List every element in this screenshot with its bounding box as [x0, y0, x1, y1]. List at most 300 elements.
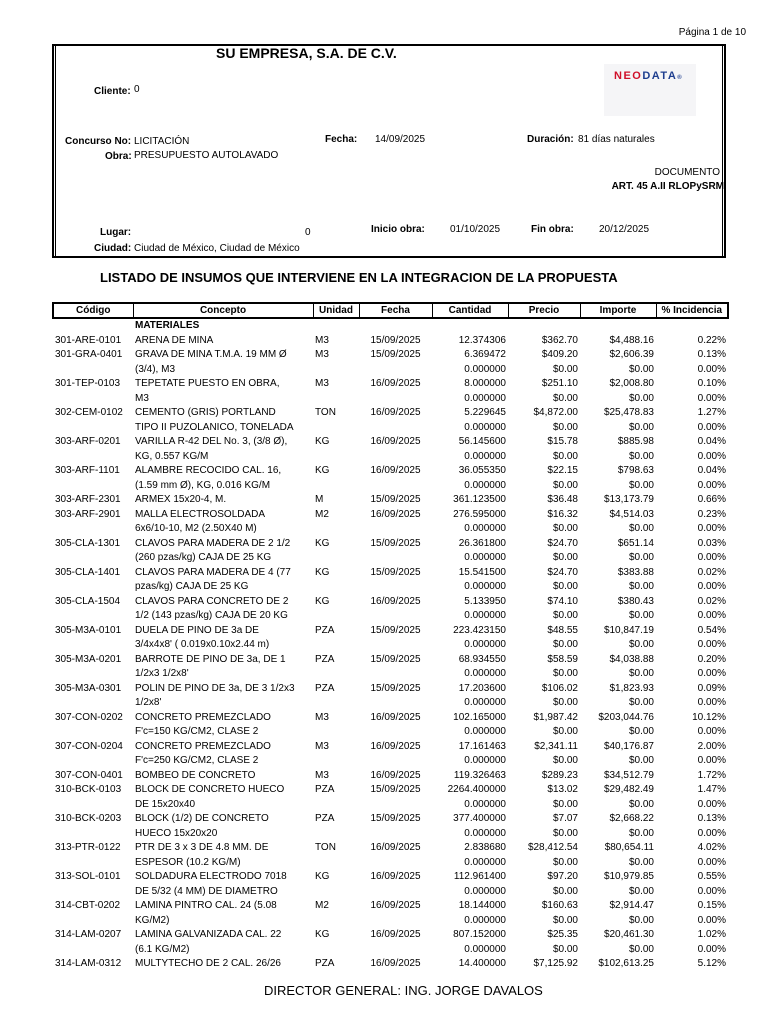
- cell-cantidad: 119.326463: [453, 769, 506, 781]
- table-row: [53, 479, 728, 494]
- cell-fecha: 16/09/2025: [370, 842, 421, 853]
- cell-concepto: VARILLA R-42 DEL No. 3, (3/8 Ø),: [135, 436, 288, 447]
- cell-importe: $203,044.76: [598, 711, 654, 723]
- cell-codigo: [53, 551, 133, 566]
- table-row: [53, 450, 728, 465]
- cell-precio: $0.00: [552, 914, 578, 926]
- cell-codigo: [53, 580, 133, 595]
- company-name: SU EMPRESA, S.A. DE C.V.: [216, 45, 397, 61]
- cell-precio: $1,987.42: [533, 711, 578, 723]
- cell-incidencia: 0.00%: [697, 755, 726, 766]
- cell-fecha: 16/09/2025: [370, 378, 421, 389]
- col-header-importe: Importe: [580, 303, 656, 318]
- cell-codigo: [53, 609, 133, 624]
- cell-codigo: [53, 421, 133, 436]
- cell-importe: $885.98: [617, 436, 654, 447]
- cell-precio: $24.70: [547, 537, 578, 549]
- table-row: [53, 740, 728, 755]
- cell-concepto: (260 pzas/kg) CAJA DE 25 KG: [135, 552, 272, 563]
- cell-cantidad: 361.123500: [453, 494, 506, 505]
- table-row: [53, 943, 728, 958]
- cell-unidad: PZA: [315, 682, 335, 694]
- cell-incidencia: 0.00%: [697, 856, 726, 868]
- cell-concepto: 1/2 (143 pzas/kg) CAJA DE 20 KG: [135, 610, 288, 621]
- cell-unidad: KG: [315, 871, 330, 882]
- cell-importe: $2,914.47: [609, 900, 654, 911]
- cell-cantidad: 0.000000: [464, 726, 506, 737]
- cell-concepto: (6.1 KG/M2): [135, 943, 190, 955]
- header-divider: [52, 256, 726, 258]
- cell-precio: $0.00: [552, 798, 578, 810]
- cell-importe: $10,979.85: [603, 871, 654, 882]
- cell-codigo: [53, 754, 133, 769]
- col-header-codigo: Código: [53, 303, 133, 318]
- cell-fecha: 15/09/2025: [370, 813, 421, 824]
- cell-incidencia: 0.00%: [697, 523, 726, 534]
- cell-precio: $0.00: [552, 668, 578, 679]
- cell-precio: $251.10: [541, 378, 578, 389]
- cell-precio: $97.20: [547, 871, 578, 882]
- registered-mark: ®: [677, 75, 684, 81]
- table-row: [53, 421, 728, 436]
- cell-incidencia: 5.12%: [697, 958, 726, 969]
- section-spacer: [432, 318, 508, 334]
- table-row: [53, 493, 728, 508]
- cell-incidencia: 0.10%: [697, 378, 726, 389]
- table-row: [53, 725, 728, 740]
- cell-concepto: CLAVOS PARA MADERA DE 4 (77: [135, 566, 291, 578]
- cell-precio: $106.02: [541, 682, 578, 694]
- cell-concepto: 1/2x8': [135, 697, 162, 708]
- lugar-label: Lugar:: [100, 227, 132, 238]
- cell-unidad: [313, 450, 359, 465]
- cell-importe: $383.88: [617, 566, 654, 578]
- cell-codigo: 307-CON-0202: [55, 711, 123, 723]
- cell-fecha: 15/09/2025: [370, 537, 421, 549]
- cell-fecha: 15/09/2025: [370, 784, 421, 795]
- table-row: [53, 595, 728, 610]
- cell-incidencia: 0.00%: [697, 943, 726, 955]
- col-header-concepto: Concepto: [133, 303, 313, 318]
- cell-importe: $0.00: [628, 755, 654, 766]
- table-row: [53, 783, 728, 798]
- col-header-fecha: Fecha: [359, 303, 432, 318]
- cell-codigo: [53, 943, 133, 958]
- cell-concepto: F'c=250 KG/CM2, CLASE 2: [135, 755, 259, 766]
- cell-precio: $0.00: [552, 523, 578, 534]
- cell-cantidad: 0.000000: [464, 552, 506, 563]
- table-header-row: [53, 303, 728, 318]
- cell-fecha: 16/09/2025: [370, 465, 421, 476]
- logo-text-neo: NEO: [614, 70, 643, 82]
- cell-concepto: pzas/kg) CAJA DE 25 KG: [135, 581, 249, 592]
- cell-importe: $0.00: [628, 523, 654, 534]
- cell-precio: $0.00: [552, 943, 578, 955]
- cell-concepto: TEPETATE PUESTO EN OBRA,: [135, 378, 280, 389]
- cell-cantidad: 0.000000: [464, 581, 506, 592]
- cell-importe: $0.00: [628, 827, 654, 839]
- cell-concepto: BLOCK (1/2) DE CONCRETO: [135, 813, 269, 824]
- col-header-cantidad: Cantidad: [432, 303, 508, 318]
- table-row: [53, 899, 728, 914]
- cell-incidencia: 0.09%: [697, 682, 726, 694]
- cell-concepto: DE 15x20x40: [135, 798, 196, 810]
- inicio-obra-label: Inicio obra:: [371, 224, 425, 235]
- cell-unidad: [313, 479, 359, 494]
- cell-fecha: 16/09/2025: [370, 929, 421, 940]
- cell-fecha: [359, 798, 432, 813]
- cell-codigo: 305-CLA-1504: [55, 595, 121, 607]
- cell-fecha: 16/09/2025: [370, 769, 421, 781]
- cell-concepto: BOMBEO DE CONCRETO: [135, 769, 256, 781]
- cell-cantidad: 0.000000: [464, 914, 506, 926]
- cell-precio: $16.32: [547, 508, 578, 520]
- cell-codigo: [53, 798, 133, 813]
- section-spacer: [656, 318, 728, 334]
- cell-codigo: 302-CEM-0102: [55, 407, 123, 418]
- cell-fecha: 15/09/2025: [370, 494, 421, 505]
- col-header-precio: Precio: [508, 303, 580, 318]
- cell-incidencia: 4.02%: [697, 842, 726, 853]
- cell-codigo: 303-ARF-0201: [55, 436, 121, 447]
- cell-incidencia: 0.23%: [697, 508, 726, 520]
- cell-codigo: [53, 667, 133, 682]
- cell-importe: $25,478.83: [603, 407, 654, 418]
- cell-codigo: 301-TEP-0103: [55, 378, 121, 389]
- cell-fecha: 15/09/2025: [370, 334, 421, 346]
- col-header-incidencia: % Incidencia: [656, 303, 728, 318]
- cell-fecha: 15/09/2025: [370, 566, 421, 578]
- cell-codigo: 301-GRA-0401: [55, 349, 123, 360]
- cell-incidencia: 0.00%: [697, 726, 726, 737]
- cell-incidencia: 0.00%: [697, 827, 726, 839]
- cell-importe: $0.00: [628, 639, 654, 650]
- cell-precio: $24.70: [547, 566, 578, 578]
- cell-unidad: [313, 696, 359, 711]
- cell-fecha: [359, 421, 432, 436]
- cell-codigo: 310-BCK-0203: [55, 813, 122, 824]
- cell-incidencia: 0.13%: [697, 813, 726, 824]
- cell-precio: $0.00: [552, 610, 578, 621]
- table-row: [53, 377, 728, 392]
- cell-unidad: [313, 914, 359, 929]
- cell-concepto: POLIN DE PINO DE 3a, DE 3 1/2x3: [135, 682, 295, 694]
- table-row: [53, 609, 728, 624]
- cell-unidad: PZA: [315, 784, 335, 795]
- table-row: [53, 334, 728, 349]
- cell-concepto: F'c=150 KG/CM2, CLASE 2: [135, 726, 259, 737]
- cell-importe: $0.00: [628, 479, 654, 491]
- cell-incidencia: 0.15%: [697, 900, 726, 911]
- cell-codigo: 310-BCK-0103: [55, 784, 122, 795]
- cell-cantidad: 15.541500: [458, 566, 506, 578]
- cell-concepto: KG, 0.557 KG/M: [135, 450, 209, 462]
- cell-incidencia: 0.54%: [697, 624, 726, 636]
- insumos-table: [52, 302, 729, 972]
- cell-incidencia: 0.00%: [697, 610, 726, 621]
- cell-incidencia: 0.22%: [697, 334, 726, 346]
- cell-cantidad: 0.000000: [464, 610, 506, 621]
- cell-concepto: TIPO II PUZOLANICO, TONELADA: [135, 421, 294, 433]
- cell-precio: $0.00: [552, 856, 578, 868]
- cell-cantidad: 36.055350: [458, 465, 506, 476]
- cell-importe: $2,668.22: [609, 813, 654, 824]
- cell-unidad: M3: [315, 349, 329, 360]
- cell-cantidad: 0.000000: [464, 885, 506, 897]
- cell-importe: $2,606.39: [609, 349, 654, 360]
- footer-signature: DIRECTOR GENERAL: ING. JORGE DAVALOS: [264, 983, 543, 998]
- table-row: [53, 827, 728, 842]
- cell-fecha: [359, 522, 432, 537]
- cell-cantidad: 0.000000: [464, 856, 506, 868]
- cell-incidencia: 0.03%: [697, 537, 726, 549]
- cell-importe: $0.00: [628, 363, 654, 375]
- table-row: [53, 363, 728, 378]
- cell-codigo: [53, 827, 133, 842]
- table-row: [53, 682, 728, 697]
- cell-codigo: [53, 914, 133, 929]
- cell-precio: $0.00: [552, 392, 578, 404]
- cell-concepto: CONCRETO PREMEZCLADO: [135, 740, 271, 752]
- cell-importe: $4,514.03: [609, 508, 654, 520]
- cell-cantidad: 0.000000: [464, 943, 506, 955]
- cell-importe: $0.00: [628, 552, 654, 563]
- cell-importe: $13,173.79: [603, 494, 654, 505]
- cell-unidad: PZA: [315, 624, 335, 636]
- cell-concepto: 6x6/10-10, M2 (2.50X40 M): [135, 523, 257, 534]
- cell-importe: $0.00: [628, 668, 654, 679]
- cell-incidencia: 0.00%: [697, 639, 726, 650]
- cell-incidencia: 1.27%: [697, 407, 726, 418]
- cell-cantidad: 807.152000: [453, 929, 506, 940]
- cell-unidad: M3: [315, 769, 329, 781]
- cell-codigo: 307-CON-0204: [55, 740, 123, 752]
- cell-precio: $160.63: [541, 900, 578, 911]
- cell-concepto: MULTYTECHO DE 2 CAL. 26/26: [135, 958, 281, 969]
- cell-fecha: 15/09/2025: [370, 624, 421, 636]
- fecha-value: 14/09/2025: [375, 134, 426, 145]
- table-row: [53, 711, 728, 726]
- cell-concepto: DUELA DE PINO DE 3a DE: [135, 624, 259, 636]
- cell-incidencia: 0.00%: [697, 421, 726, 433]
- cell-fecha: 16/09/2025: [370, 711, 421, 723]
- cell-precio: $0.00: [552, 552, 578, 563]
- fecha-label: Fecha:: [325, 134, 358, 145]
- cell-cantidad: 0.000000: [464, 827, 506, 839]
- cell-fecha: [359, 914, 432, 929]
- cell-importe: $0.00: [628, 421, 654, 433]
- cell-fecha: [359, 827, 432, 842]
- cell-cantidad: 18.144000: [458, 900, 506, 911]
- cell-concepto: ARMEX 15x20-4, M.: [135, 494, 227, 505]
- cell-importe: $0.00: [628, 856, 654, 868]
- cell-codigo: [53, 479, 133, 494]
- cell-fecha: [359, 638, 432, 653]
- cell-cantidad: 2264.400000: [447, 784, 506, 795]
- cell-importe: $102,613.25: [598, 958, 654, 969]
- cell-fecha: 16/09/2025: [370, 871, 421, 882]
- cell-concepto: MALLA ELECTROSOLDADA: [135, 508, 266, 520]
- section-spacer: [313, 318, 359, 334]
- ciudad-value: Ciudad de México, Ciudad de México: [134, 243, 300, 254]
- cell-cantidad: 68.934550: [458, 653, 506, 665]
- cell-codigo: 305-CLA-1301: [55, 537, 121, 549]
- col-header-unidad: Unidad: [313, 303, 359, 318]
- cell-concepto: BARROTE DE PINO DE 3a, DE 1: [135, 653, 286, 665]
- section-row: [53, 318, 728, 334]
- section-spacer: [53, 318, 133, 334]
- documento-label: DOCUMENTO: [654, 167, 720, 178]
- cell-cantidad: 0.000000: [464, 450, 506, 462]
- cell-incidencia: 0.00%: [697, 552, 726, 563]
- cell-incidencia: 0.00%: [697, 450, 726, 462]
- cell-importe: $0.00: [628, 581, 654, 592]
- table-row: [53, 856, 728, 871]
- cell-unidad: KG: [315, 436, 330, 447]
- cell-unidad: [313, 667, 359, 682]
- table-row: [53, 653, 728, 668]
- table-row: [53, 392, 728, 407]
- cell-unidad: [313, 827, 359, 842]
- cell-unidad: M3: [315, 711, 329, 723]
- cell-codigo: [53, 725, 133, 740]
- cell-concepto: CLAVOS PARA MADERA DE 2 1/2: [135, 537, 291, 549]
- cell-precio: $409.20: [541, 349, 578, 360]
- inicio-obra-value: 01/10/2025: [450, 224, 501, 235]
- cell-codigo: 305-M3A-0201: [55, 653, 122, 665]
- table-row: [53, 537, 728, 552]
- cell-concepto: BLOCK DE CONCRETO HUECO: [135, 784, 285, 795]
- cell-cantidad: 0.000000: [464, 798, 506, 810]
- cell-importe: $0.00: [628, 943, 654, 955]
- obra-value: PRESUPUESTO AUTOLAVADO: [134, 150, 279, 161]
- table-row: [53, 406, 728, 421]
- cell-importe: $0.00: [628, 450, 654, 462]
- cell-fecha: 15/09/2025: [370, 682, 421, 694]
- cell-precio: $0.00: [552, 827, 578, 839]
- duracion-label: Duración:: [527, 134, 574, 145]
- table-row: [53, 885, 728, 900]
- cell-fecha: [359, 667, 432, 682]
- cell-concepto: SOLDADURA ELECTRODO 7018: [135, 871, 287, 882]
- cell-precio: $0.00: [552, 639, 578, 650]
- table-row: [53, 638, 728, 653]
- cell-cantidad: 56.145600: [458, 436, 506, 447]
- cell-precio: $13.02: [547, 784, 578, 795]
- cell-incidencia: 0.00%: [697, 392, 726, 404]
- cell-cantidad: 276.595000: [453, 508, 506, 520]
- cell-cantidad: 102.165000: [453, 711, 506, 723]
- cell-cantidad: 14.400000: [458, 958, 506, 969]
- table-row: [53, 508, 728, 523]
- cell-importe: $651.14: [617, 537, 654, 549]
- cell-fecha: 16/09/2025: [370, 740, 421, 752]
- cell-codigo: [53, 885, 133, 900]
- cell-unidad: M3: [315, 740, 329, 752]
- cell-cantidad: 5.133950: [464, 595, 506, 607]
- cliente-value: 0: [134, 84, 140, 95]
- cell-codigo: 305-CLA-1401: [55, 566, 121, 578]
- cell-importe: $798.63: [617, 465, 654, 476]
- table-row: [53, 754, 728, 769]
- table-row: [53, 928, 728, 943]
- cell-cantidad: 17.203600: [458, 682, 506, 694]
- cell-codigo: [53, 522, 133, 537]
- cell-incidencia: 1.72%: [697, 769, 726, 781]
- cell-incidencia: 0.00%: [697, 914, 726, 926]
- cell-cantidad: 17.161463: [458, 740, 506, 752]
- cell-incidencia: 1.02%: [697, 929, 726, 940]
- cell-precio: $0.00: [552, 726, 578, 737]
- cell-cantidad: 2.838680: [464, 842, 506, 853]
- table-row: [53, 566, 728, 581]
- cell-incidencia: 0.00%: [697, 668, 726, 679]
- cell-fecha: [359, 725, 432, 740]
- cell-codigo: 307-CON-0401: [55, 769, 123, 781]
- cell-concepto: HUECO 15x20x20: [135, 827, 218, 839]
- cell-unidad: M2: [315, 900, 329, 911]
- cell-concepto: ESPESOR (10.2 KG/M): [135, 856, 241, 868]
- cell-precio: $4,872.00: [533, 407, 578, 418]
- cell-codigo: 303-ARF-2901: [55, 508, 121, 520]
- cell-unidad: [313, 943, 359, 958]
- cell-incidencia: 0.04%: [697, 465, 726, 476]
- cell-precio: $0.00: [552, 581, 578, 592]
- cell-unidad: [313, 421, 359, 436]
- cell-unidad: PZA: [315, 958, 335, 969]
- table-row: [53, 624, 728, 639]
- cell-unidad: [313, 725, 359, 740]
- cell-unidad: [313, 856, 359, 871]
- cell-fecha: [359, 580, 432, 595]
- cell-precio: $0.00: [552, 697, 578, 708]
- cell-fecha: [359, 754, 432, 769]
- cell-importe: $20,461.30: [603, 929, 654, 940]
- cell-importe: $0.00: [628, 392, 654, 404]
- cell-unidad: [313, 580, 359, 595]
- cell-codigo: [53, 450, 133, 465]
- obra-label: Obra:: [105, 151, 132, 162]
- cell-importe: $380.43: [617, 595, 654, 607]
- cell-importe: $4,038.88: [609, 653, 654, 665]
- cell-codigo: 314-LAM-0207: [55, 929, 122, 940]
- cell-incidencia: 10.12%: [692, 711, 726, 723]
- cell-unidad: [313, 885, 359, 900]
- cell-cantidad: 8.000000: [464, 378, 506, 389]
- table-row: [53, 580, 728, 595]
- page-number: Página 1 de 10: [678, 27, 746, 38]
- cell-incidencia: 0.00%: [697, 885, 726, 897]
- table-row: [53, 696, 728, 711]
- cell-concepto: 3/4x4x8' ( 0.019x0.10x2.44 m): [135, 639, 270, 650]
- cell-codigo: 301-ARE-0101: [55, 334, 122, 346]
- cell-incidencia: 0.55%: [697, 871, 726, 882]
- cell-precio: $0.00: [552, 450, 578, 462]
- cell-unidad: PZA: [315, 813, 335, 824]
- cell-precio: $22.15: [547, 465, 578, 476]
- cell-importe: $0.00: [628, 914, 654, 926]
- cell-concepto: ALAMBRE RECOCIDO CAL. 16,: [135, 465, 282, 476]
- cell-importe: $0.00: [628, 726, 654, 737]
- table-row: [53, 464, 728, 479]
- cell-cantidad: 112.961400: [453, 871, 506, 882]
- cell-incidencia: 0.00%: [697, 798, 726, 810]
- cell-importe: $1,823.93: [609, 682, 654, 694]
- cell-concepto: CONCRETO PREMEZCLADO: [135, 711, 271, 723]
- cell-cantidad: 26.361800: [458, 537, 506, 549]
- table-row: [53, 957, 728, 972]
- cell-incidencia: 0.66%: [697, 494, 726, 505]
